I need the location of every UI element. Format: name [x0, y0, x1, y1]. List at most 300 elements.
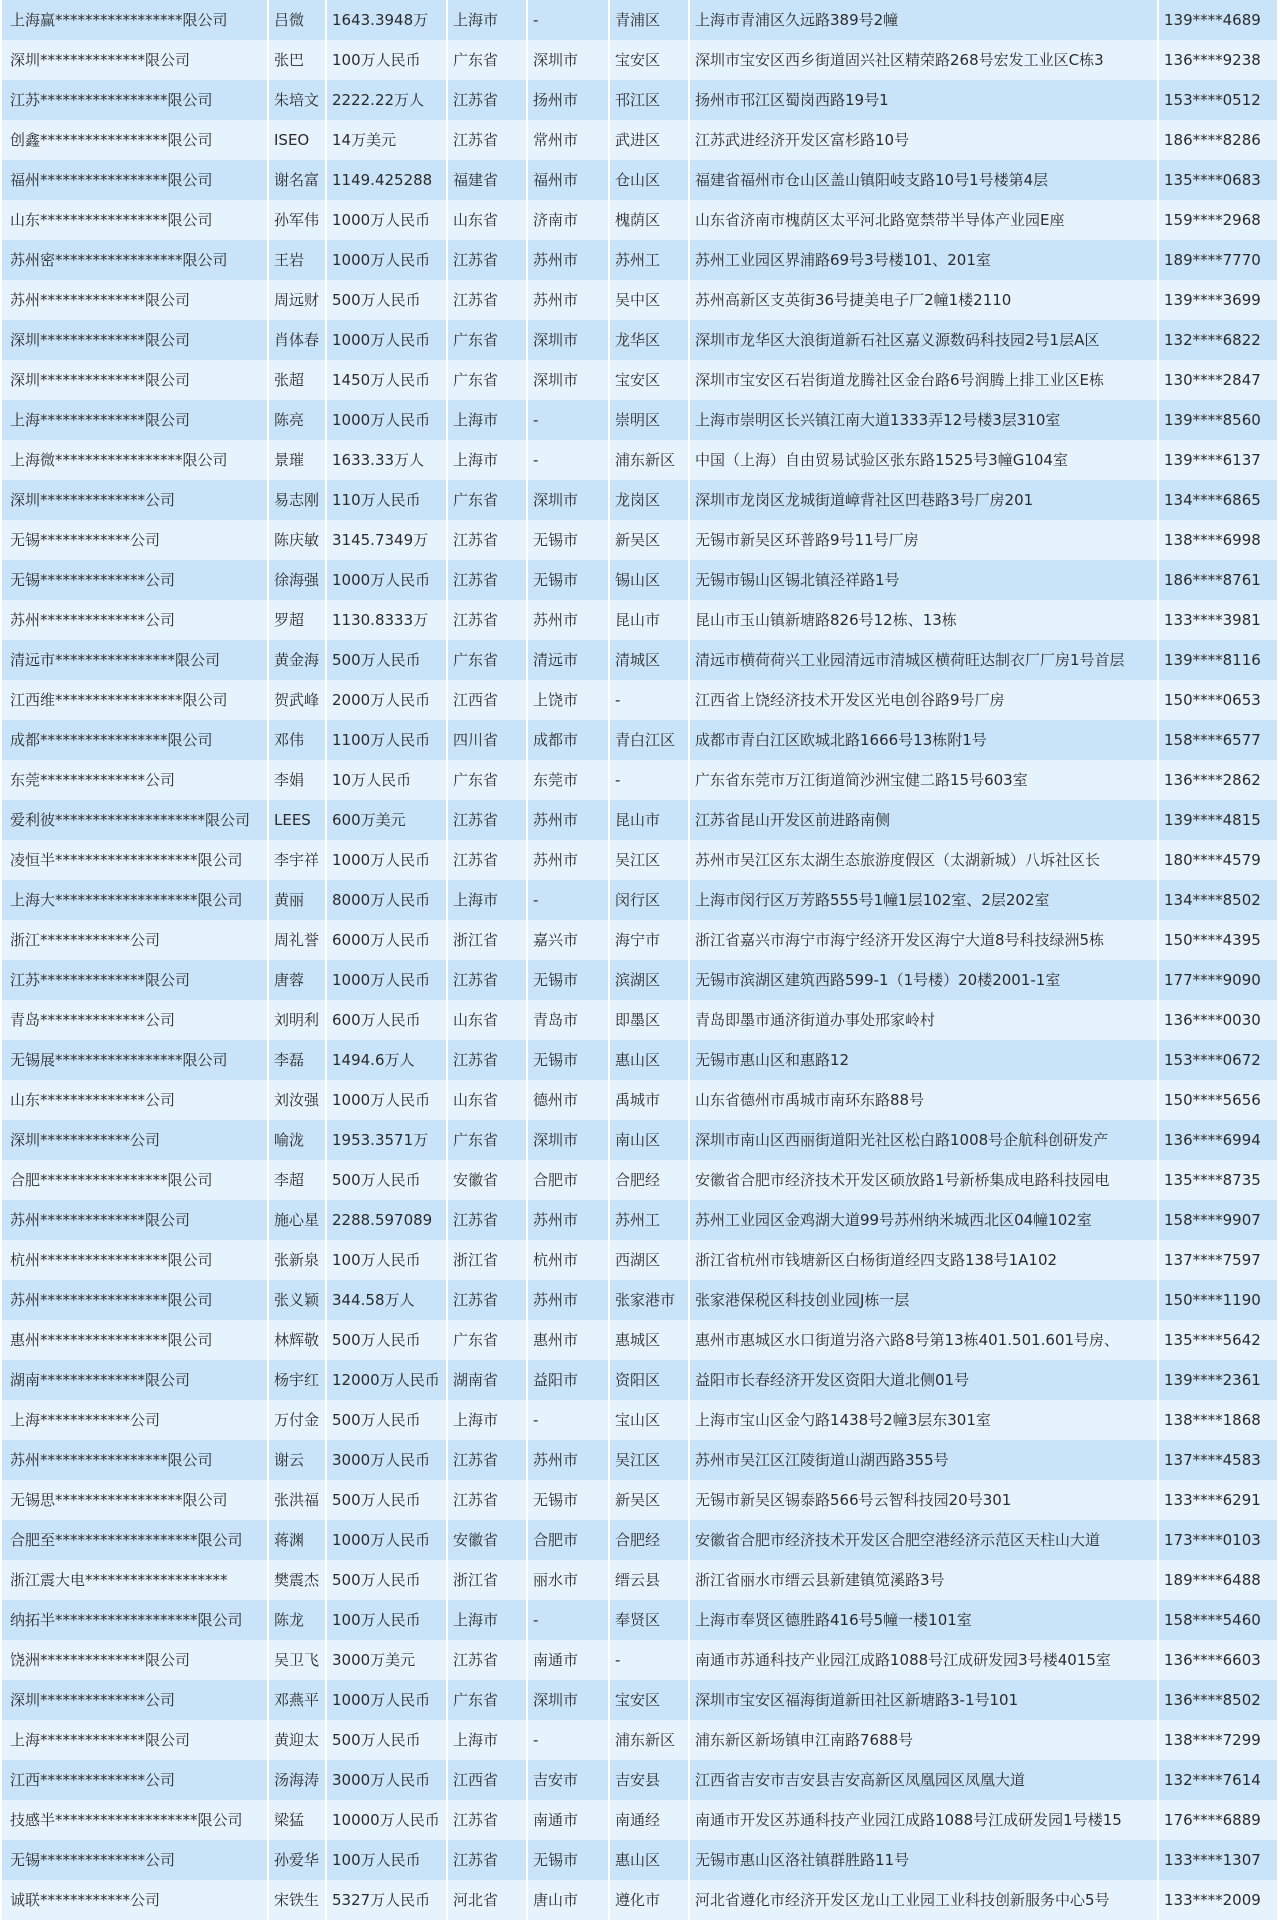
phone-cell: 134****8502: [1158, 880, 1278, 920]
company-name-cell: 创鑫*****************限公司: [2, 120, 268, 160]
province-cell: 河北省: [447, 1880, 527, 1920]
district-cell: 海宁市: [609, 920, 689, 960]
city-cell: 惠州市: [527, 1320, 609, 1360]
address-cell: 苏州市吴江区东太湖生态旅游度假区（太湖新城）八坼社区长: [689, 840, 1158, 880]
registered-capital-cell: 1000万人民币: [326, 1680, 447, 1720]
registered-capital-cell: 3145.7349万: [326, 520, 447, 560]
province-cell: 湖南省: [447, 1360, 527, 1400]
address-cell: 无锡市惠山区洛社镇群胜路11号: [689, 1840, 1158, 1880]
city-cell: 合肥市: [527, 1520, 609, 1560]
district-cell: 昆山市: [609, 800, 689, 840]
phone-cell: 138****7299: [1158, 1720, 1278, 1760]
company-name-cell: 山东*****************限公司: [2, 200, 268, 240]
phone-cell: 133****1307: [1158, 1840, 1278, 1880]
district-cell: 仓山区: [609, 160, 689, 200]
company-name-cell: 饶洲**************限公司: [2, 1640, 268, 1680]
registered-capital-cell: 14万美元: [326, 120, 447, 160]
company-name-cell: 深圳**************限公司: [2, 40, 268, 80]
province-cell: 江苏省: [447, 960, 527, 1000]
address-cell: 上海市崇明区长兴镇江南大道1333弄12号楼3层310室: [689, 400, 1158, 440]
city-cell: -: [527, 400, 609, 440]
registered-capital-cell: 3000万人民币: [326, 1440, 447, 1480]
address-cell: 南通市苏通科技产业园江成路1088号江成研发园3号楼4015室: [689, 1640, 1158, 1680]
legal-rep-cell: 唐蓉: [268, 960, 326, 1000]
table-row: [2, 1040, 1278, 1080]
province-cell: 上海市: [447, 440, 527, 480]
registered-capital-cell: 100万人民币: [326, 40, 447, 80]
address-cell: 山东省德州市禹城市南环东路88号: [689, 1080, 1158, 1120]
table-row: [2, 1640, 1278, 1680]
legal-rep-cell: 梁猛: [268, 1800, 326, 1840]
company-name-cell: 江西**************公司: [2, 1760, 268, 1800]
phone-cell: 133****6291: [1158, 1480, 1278, 1520]
district-cell: 崇明区: [609, 400, 689, 440]
company-name-cell: 无锡展*****************限公司: [2, 1040, 268, 1080]
registered-capital-cell: 100万人民币: [326, 1840, 447, 1880]
city-cell: 成都市: [527, 720, 609, 760]
phone-cell: 158****5460: [1158, 1600, 1278, 1640]
phone-cell: 132****7614: [1158, 1760, 1278, 1800]
phone-cell: 134****6865: [1158, 480, 1278, 520]
address-cell: 昆山市玉山镇新塘路826号12栋、13栋: [689, 600, 1158, 640]
district-cell: 合肥经: [609, 1520, 689, 1560]
province-cell: 江苏省: [447, 1800, 527, 1840]
province-cell: 江苏省: [447, 1280, 527, 1320]
phone-cell: 139****8116: [1158, 640, 1278, 680]
district-cell: 吴江区: [609, 1440, 689, 1480]
registered-capital-cell: 1000万人民币: [326, 840, 447, 880]
table-row: [2, 1560, 1278, 1600]
registered-capital-cell: 500万人民币: [326, 280, 447, 320]
legal-rep-cell: 樊震杰: [268, 1560, 326, 1600]
province-cell: 上海市: [447, 1400, 527, 1440]
province-cell: 广东省: [447, 1120, 527, 1160]
company-name-cell: 福州*****************限公司: [2, 160, 268, 200]
table-row: [2, 400, 1278, 440]
legal-rep-cell: 宋铁生: [268, 1880, 326, 1920]
registered-capital-cell: 1000万人民币: [326, 560, 447, 600]
company-name-cell: 合肥*****************限公司: [2, 1160, 268, 1200]
company-name-cell: 合肥至*******************限公司: [2, 1520, 268, 1560]
table-row: [2, 1600, 1278, 1640]
phone-cell: 176****6889: [1158, 1800, 1278, 1840]
district-cell: 惠城区: [609, 1320, 689, 1360]
city-cell: 苏州市: [527, 840, 609, 880]
table-row: [2, 640, 1278, 680]
province-cell: 上海市: [447, 1720, 527, 1760]
company-name-cell: 无锡**************公司: [2, 1840, 268, 1880]
address-cell: 上海市闵行区万芳路555号1幢1层102室、2层202室: [689, 880, 1158, 920]
district-cell: 邗江区: [609, 80, 689, 120]
company-name-cell: 苏州**************公司: [2, 600, 268, 640]
province-cell: 广东省: [447, 320, 527, 360]
province-cell: 山东省: [447, 200, 527, 240]
city-cell: 吉安市: [527, 1760, 609, 1800]
company-name-cell: 浙江************公司: [2, 920, 268, 960]
company-name-cell: 山东**************公司: [2, 1080, 268, 1120]
table-row: [2, 0, 1278, 40]
city-cell: 济南市: [527, 200, 609, 240]
table-row: [2, 680, 1278, 720]
legal-rep-cell: 谢名富: [268, 160, 326, 200]
address-cell: 南通市开发区苏通科技产业园江成路1088号江成研发园1号楼15: [689, 1800, 1158, 1840]
city-cell: 苏州市: [527, 280, 609, 320]
phone-cell: 139****8560: [1158, 400, 1278, 440]
district-cell: 清城区: [609, 640, 689, 680]
city-cell: 德州市: [527, 1080, 609, 1120]
city-cell: 深圳市: [527, 480, 609, 520]
phone-cell: 150****5656: [1158, 1080, 1278, 1120]
legal-rep-cell: 张洪福: [268, 1480, 326, 1520]
registered-capital-cell: 1000万人民币: [326, 1520, 447, 1560]
table-row: [2, 360, 1278, 400]
table-row: [2, 1160, 1278, 1200]
legal-rep-cell: 朱培文: [268, 80, 326, 120]
district-cell: -: [609, 760, 689, 800]
province-cell: 江西省: [447, 680, 527, 720]
address-cell: 青岛即墨市通济街道办事处邢家岭村: [689, 1000, 1158, 1040]
registered-capital-cell: 1149.425288: [326, 160, 447, 200]
table-row: [2, 1720, 1278, 1760]
address-cell: 上海市青浦区久远路389号2幢: [689, 0, 1158, 40]
city-cell: 杭州市: [527, 1240, 609, 1280]
phone-cell: 136****6603: [1158, 1640, 1278, 1680]
district-cell: 锡山区: [609, 560, 689, 600]
province-cell: 江苏省: [447, 800, 527, 840]
company-name-cell: 上海************公司: [2, 1400, 268, 1440]
legal-rep-cell: 易志刚: [268, 480, 326, 520]
registered-capital-cell: 1643.3948万: [326, 0, 447, 40]
phone-cell: 135****0683: [1158, 160, 1278, 200]
table-row: [2, 1000, 1278, 1040]
company-name-cell: 无锡**************公司: [2, 560, 268, 600]
registered-capital-cell: 500万人民币: [326, 640, 447, 680]
city-cell: -: [527, 880, 609, 920]
district-cell: 惠山区: [609, 1840, 689, 1880]
district-cell: 龙华区: [609, 320, 689, 360]
legal-rep-cell: 张巴: [268, 40, 326, 80]
address-cell: 广东省东莞市万江街道简沙洲宝健二路15号603室: [689, 760, 1158, 800]
address-cell: 无锡市新吴区环普路9号11号厂房: [689, 520, 1158, 560]
company-name-cell: 上海微*****************限公司: [2, 440, 268, 480]
phone-cell: 136****2862: [1158, 760, 1278, 800]
city-cell: 益阳市: [527, 1360, 609, 1400]
district-cell: 苏州工: [609, 240, 689, 280]
table-row: [2, 1840, 1278, 1880]
table-row: [2, 720, 1278, 760]
address-cell: 安徽省合肥市经济技术开发区硕放路1号新桥集成电路科技园电: [689, 1160, 1158, 1200]
phone-cell: 137****7597: [1158, 1240, 1278, 1280]
address-cell: 惠州市惠城区水口街道屶洛六路8号第13栋401.501.601号房、: [689, 1320, 1158, 1360]
district-cell: 宝安区: [609, 40, 689, 80]
table-row: [2, 920, 1278, 960]
province-cell: 广东省: [447, 40, 527, 80]
company-name-cell: 无锡思*****************限公司: [2, 1480, 268, 1520]
phone-cell: 189****6488: [1158, 1560, 1278, 1600]
district-cell: 青白江区: [609, 720, 689, 760]
registered-capital-cell: 1000万人民币: [326, 1080, 447, 1120]
district-cell: 张家港市: [609, 1280, 689, 1320]
registered-capital-cell: 1450万人民币: [326, 360, 447, 400]
legal-rep-cell: 罗超: [268, 600, 326, 640]
phone-cell: 186****8761: [1158, 560, 1278, 600]
district-cell: 禹城市: [609, 1080, 689, 1120]
company-name-cell: 苏州**************限公司: [2, 1200, 268, 1240]
table-row: [2, 160, 1278, 200]
province-cell: 江苏省: [447, 560, 527, 600]
registered-capital-cell: 344.58万人: [326, 1280, 447, 1320]
legal-rep-cell: 刘明利: [268, 1000, 326, 1040]
province-cell: 浙江省: [447, 920, 527, 960]
city-cell: 苏州市: [527, 1440, 609, 1480]
registered-capital-cell: 1130.8333万: [326, 600, 447, 640]
legal-rep-cell: 徐海强: [268, 560, 326, 600]
phone-cell: 138****1868: [1158, 1400, 1278, 1440]
phone-cell: 139****4815: [1158, 800, 1278, 840]
company-name-cell: 上海大*******************限公司: [2, 880, 268, 920]
legal-rep-cell: 孙军伟: [268, 200, 326, 240]
city-cell: 苏州市: [527, 1280, 609, 1320]
phone-cell: 153****0512: [1158, 80, 1278, 120]
registered-capital-cell: 2288.597089: [326, 1200, 447, 1240]
city-cell: 唐山市: [527, 1880, 609, 1920]
district-cell: 浦东新区: [609, 440, 689, 480]
address-cell: 深圳市宝安区西乡街道固兴社区精荣路268号宏发工业区C栋3: [689, 40, 1158, 80]
address-cell: 浦东新区新场镇申江南路7688号: [689, 1720, 1158, 1760]
table-row: [2, 320, 1278, 360]
phone-cell: 139****6137: [1158, 440, 1278, 480]
registered-capital-cell: 1000万人民币: [326, 200, 447, 240]
province-cell: 广东省: [447, 480, 527, 520]
legal-rep-cell: LEES: [268, 800, 326, 840]
registered-capital-cell: 1633.33万人: [326, 440, 447, 480]
city-cell: 清远市: [527, 640, 609, 680]
company-name-cell: 诚联************公司: [2, 1880, 268, 1920]
district-cell: 西湖区: [609, 1240, 689, 1280]
registered-capital-cell: 12000万人民币: [326, 1360, 447, 1400]
city-cell: -: [527, 1400, 609, 1440]
company-name-cell: 深圳**************限公司: [2, 360, 268, 400]
province-cell: 上海市: [447, 1600, 527, 1640]
phone-cell: 150****0653: [1158, 680, 1278, 720]
address-cell: 上海市宝山区金勺路1438号2幢3层东301室: [689, 1400, 1158, 1440]
legal-rep-cell: 万付金: [268, 1400, 326, 1440]
table-row: [2, 200, 1278, 240]
legal-rep-cell: 李宇祥: [268, 840, 326, 880]
province-cell: 广东省: [447, 360, 527, 400]
legal-rep-cell: 汤海涛: [268, 1760, 326, 1800]
address-cell: 无锡市惠山区和惠路12: [689, 1040, 1158, 1080]
district-cell: 闵行区: [609, 880, 689, 920]
company-name-cell: 无锡************公司: [2, 520, 268, 560]
legal-rep-cell: 张义颖: [268, 1280, 326, 1320]
table-row: [2, 840, 1278, 880]
table-row: [2, 80, 1278, 120]
table-row: [2, 1480, 1278, 1520]
district-cell: 宝山区: [609, 1400, 689, 1440]
district-cell: 武进区: [609, 120, 689, 160]
legal-rep-cell: 施心星: [268, 1200, 326, 1240]
legal-rep-cell: 喻泷: [268, 1120, 326, 1160]
city-cell: 合肥市: [527, 1160, 609, 1200]
district-cell: 宝安区: [609, 360, 689, 400]
table-row: [2, 280, 1278, 320]
address-cell: 深圳市龙岗区龙城街道嶂背社区凹巷路3号厂房201: [689, 480, 1158, 520]
district-cell: 龙岗区: [609, 480, 689, 520]
phone-cell: 132****6822: [1158, 320, 1278, 360]
phone-cell: 136****8502: [1158, 1680, 1278, 1720]
address-cell: 苏州高新区支英街36号捷美电子厂2幢1楼2110: [689, 280, 1158, 320]
company-name-cell: 凌恒半*******************限公司: [2, 840, 268, 880]
district-cell: 昆山市: [609, 600, 689, 640]
city-cell: 无锡市: [527, 960, 609, 1000]
province-cell: 四川省: [447, 720, 527, 760]
registered-capital-cell: 500万人民币: [326, 1320, 447, 1360]
table-row: [2, 760, 1278, 800]
address-cell: 苏州工业园区界浦路69号3号楼101、201室: [689, 240, 1158, 280]
company-name-cell: 苏州*****************限公司: [2, 1440, 268, 1480]
province-cell: 广东省: [447, 1320, 527, 1360]
district-cell: 新吴区: [609, 520, 689, 560]
company-name-cell: 苏州密*****************限公司: [2, 240, 268, 280]
table-row: [2, 40, 1278, 80]
company-name-cell: 爱利彼********************限公司: [2, 800, 268, 840]
legal-rep-cell: 王岩: [268, 240, 326, 280]
city-cell: 苏州市: [527, 800, 609, 840]
address-cell: 福建省福州市仓山区盖山镇阳岐支路10号1号楼第4层: [689, 160, 1158, 200]
province-cell: 江苏省: [447, 1200, 527, 1240]
province-cell: 江苏省: [447, 840, 527, 880]
table-row: [2, 1880, 1278, 1920]
address-cell: 浙江省丽水市缙云县新建镇笕溪路3号: [689, 1560, 1158, 1600]
province-cell: 福建省: [447, 160, 527, 200]
address-cell: 江西省吉安市吉安县吉安高新区凤凰园区凤凰大道: [689, 1760, 1158, 1800]
address-cell: 清远市横荷荷兴工业园清远市清城区横荷旺达制衣厂厂房1号首层: [689, 640, 1158, 680]
city-cell: 深圳市: [527, 320, 609, 360]
registered-capital-cell: 600万美元: [326, 800, 447, 840]
registered-capital-cell: 500万人民币: [326, 1560, 447, 1600]
province-cell: 江苏省: [447, 240, 527, 280]
district-cell: 青浦区: [609, 0, 689, 40]
legal-rep-cell: 李磊: [268, 1040, 326, 1080]
province-cell: 上海市: [447, 0, 527, 40]
province-cell: 江苏省: [447, 1840, 527, 1880]
address-cell: 上海市奉贤区德胜路416号5幢一楼101室: [689, 1600, 1158, 1640]
city-cell: -: [527, 0, 609, 40]
table-row: [2, 960, 1278, 1000]
legal-rep-cell: 李娟: [268, 760, 326, 800]
district-cell: 惠山区: [609, 1040, 689, 1080]
address-cell: 无锡市锡山区锡北镇泾祥路1号: [689, 560, 1158, 600]
registered-capital-cell: 110万人民币: [326, 480, 447, 520]
table-row: [2, 240, 1278, 280]
district-cell: -: [609, 680, 689, 720]
phone-cell: 150****4395: [1158, 920, 1278, 960]
city-cell: 上饶市: [527, 680, 609, 720]
address-cell: 成都市青白江区欧城北路1666号13栋附1号: [689, 720, 1158, 760]
company-name-cell: 苏州*****************限公司: [2, 1280, 268, 1320]
phone-cell: 136****6994: [1158, 1120, 1278, 1160]
company-name-cell: 深圳**************限公司: [2, 320, 268, 360]
table-row: [2, 440, 1278, 480]
address-cell: 扬州市邗江区蜀岗西路19号1: [689, 80, 1158, 120]
district-cell: 缙云县: [609, 1560, 689, 1600]
phone-cell: 135****5642: [1158, 1320, 1278, 1360]
address-cell: 江苏省昆山开发区前进路南侧: [689, 800, 1158, 840]
company-table: [2, 0, 1279, 1920]
registered-capital-cell: 500万人民币: [326, 1480, 447, 1520]
phone-cell: 137****4583: [1158, 1440, 1278, 1480]
phone-cell: 153****0672: [1158, 1040, 1278, 1080]
company-name-cell: 上海**************限公司: [2, 400, 268, 440]
city-cell: 常州市: [527, 120, 609, 160]
legal-rep-cell: 陈龙: [268, 1600, 326, 1640]
address-cell: 江西省上饶经济技术开发区光电创谷路9号厂房: [689, 680, 1158, 720]
legal-rep-cell: 林辉敬: [268, 1320, 326, 1360]
company-name-cell: 苏州**************限公司: [2, 280, 268, 320]
table-row: [2, 120, 1278, 160]
table-row: [2, 1240, 1278, 1280]
registered-capital-cell: 1000万人民币: [326, 960, 447, 1000]
legal-rep-cell: 景璀: [268, 440, 326, 480]
city-cell: 丽水市: [527, 1560, 609, 1600]
legal-rep-cell: 谢云: [268, 1440, 326, 1480]
district-cell: 资阳区: [609, 1360, 689, 1400]
company-name-cell: 湖南**************限公司: [2, 1360, 268, 1400]
province-cell: 江苏省: [447, 520, 527, 560]
legal-rep-cell: 周远财: [268, 280, 326, 320]
company-name-cell: 技感半*******************限公司: [2, 1800, 268, 1840]
legal-rep-cell: 杨宇红: [268, 1360, 326, 1400]
city-cell: 无锡市: [527, 1840, 609, 1880]
address-cell: 浙江省杭州市钱塘新区白杨街道经四支路138号1A102: [689, 1240, 1158, 1280]
province-cell: 山东省: [447, 1000, 527, 1040]
phone-cell: 130****2847: [1158, 360, 1278, 400]
district-cell: 合肥经: [609, 1160, 689, 1200]
city-cell: 深圳市: [527, 1680, 609, 1720]
registered-capital-cell: 2000万人民币: [326, 680, 447, 720]
registered-capital-cell: 500万人民币: [326, 1720, 447, 1760]
address-cell: 中国（上海）自由贸易试验区张东路1525号3幢G104室: [689, 440, 1158, 480]
company-name-cell: 浙江震大电*******************: [2, 1560, 268, 1600]
registered-capital-cell: 500万人民币: [326, 1160, 447, 1200]
province-cell: 江西省: [447, 1760, 527, 1800]
address-cell: 张家港保税区科技创业园J栋一层: [689, 1280, 1158, 1320]
table-row: [2, 800, 1278, 840]
address-cell: 深圳市宝安区石岩街道龙腾社区金台路6号润腾上排工业区E栋: [689, 360, 1158, 400]
company-name-cell: 深圳**************公司: [2, 1680, 268, 1720]
province-cell: 广东省: [447, 760, 527, 800]
address-cell: 深圳市南山区西丽街道阳光社区松白路1008号企航科创研发产: [689, 1120, 1158, 1160]
district-cell: -: [609, 1640, 689, 1680]
province-cell: 浙江省: [447, 1240, 527, 1280]
legal-rep-cell: 邓伟: [268, 720, 326, 760]
province-cell: 江苏省: [447, 600, 527, 640]
legal-rep-cell: 黄丽: [268, 880, 326, 920]
address-cell: 河北省遵化市经济开发区龙山工业园工业科技创新服务中心5号: [689, 1880, 1158, 1920]
legal-rep-cell: 陈庆敏: [268, 520, 326, 560]
province-cell: 江苏省: [447, 1480, 527, 1520]
table-row: [2, 1760, 1278, 1800]
table-row: [2, 600, 1278, 640]
legal-rep-cell: 邓燕平: [268, 1680, 326, 1720]
phone-cell: 177****9090: [1158, 960, 1278, 1000]
legal-rep-cell: 吴卫飞: [268, 1640, 326, 1680]
address-cell: 深圳市宝安区福海街道新田社区新塘路3-1号101: [689, 1680, 1158, 1720]
phone-cell: 159****2968: [1158, 200, 1278, 240]
province-cell: 安徽省: [447, 1520, 527, 1560]
city-cell: 深圳市: [527, 360, 609, 400]
